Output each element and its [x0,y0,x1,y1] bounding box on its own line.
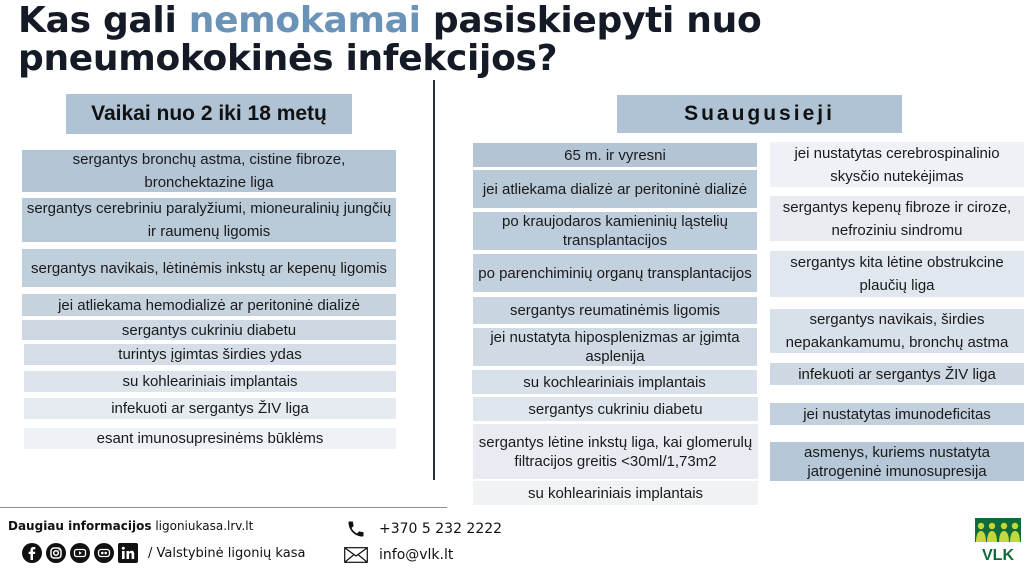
title-part2: pasiskiepyti nuo pneumokokinės infekcijos? [18,0,762,79]
adults-left-item: jei nustatyta hiposplenizmas ar įgimta asplenija [473,328,757,366]
footer-website-link[interactable]: ligoniukasa.lrv.lt [155,519,254,533]
children-item: sergantys cukriniu diabetu [22,320,396,340]
footer-info [8,519,253,533]
adults-right-item: infekuoti ar sergantys ŽIV liga [770,363,1024,385]
page-title [18,2,1018,78]
adults-left-item: su kohleariniais implantais [473,481,758,505]
phone-icon [343,519,369,539]
adults-left-item: po parenchiminių organų transplantacijos [473,254,757,292]
children-item: turintys įgimtas širdies ydas [24,344,396,365]
adults-left-item: po kraujodaros kamieninių ląstelių transplantacijos [473,212,757,250]
children-item: sergantys navikais, lėtinėmis inkstų ar kepenų ligomis [22,249,396,287]
adults-right-item: sergantys kita lėtine obstrukcine plaučių liga [770,251,1024,297]
vlk-logo [975,518,1021,562]
adults-section-header: Suaugusieji [617,95,902,133]
adults-left-item: sergantys reumatinėmis ligomis [473,297,757,324]
social-label: / Valstybinė ligonių kasa [148,545,306,561]
adults-right-item: sergantys kepenų fibroze ir ciroze, nefroziniu sindromu [770,196,1024,241]
footer-divider [0,507,447,508]
adults-right-item: jei nustatytas imunodeficitas [770,403,1024,425]
instagram-icon[interactable] [46,543,66,563]
contact-phone [343,519,502,539]
children-section-header: Vaikai nuo 2 iki 18 metų [66,94,352,134]
children-item: infekuoti ar sergantys ŽIV liga [24,398,396,419]
children-item: esant imunosupresinėms būklėms [24,428,396,449]
social-links [22,543,305,563]
adults-right-item: sergantys navikais, širdies nepakankamumu, bronchų astma [770,309,1024,353]
title-part1: Kas gali [18,0,189,41]
flickr-icon[interactable] [94,543,114,563]
footer-info-label: Daugiau informacijos [8,519,152,533]
vertical-divider [433,80,435,480]
phone-number[interactable]: +370 5 232 2222 [379,521,503,537]
svg-text:VLK: VLK [982,547,1014,562]
children-item: sergantys bronchų astma, cistine fibroze, bronchektazine liga [22,150,396,192]
adults-left-item: sergantys cukriniu diabetu [473,397,758,421]
adults-left-item: su kochleariniais implantais [472,370,757,394]
children-item: su kohleariniais implantais [24,371,396,392]
adults-right-item: asmenys, kuriems nustatyta jatrogeninė imunosupresija [770,442,1024,481]
adults-left-item: 65 m. ir vyresni [473,143,757,167]
contact-email [343,547,453,563]
email-address[interactable]: info@vlk.lt [379,547,454,563]
adults-left-item: jei atliekama dializė ar peritoninė dializė [473,170,757,208]
facebook-icon[interactable] [22,543,42,563]
children-item: jei atliekama hemodializė ar peritoninė dializė [22,294,396,316]
adults-right-item: jei nustatytas cerebrospinalinio skysčio nutekėjimas [770,142,1024,187]
linkedin-icon[interactable] [118,543,138,563]
adults-left-item: sergantys lėtine inkstų liga, kai glomerulų filtracijos greitis <30ml/1,73m2 [473,424,758,479]
youtube-icon[interactable] [70,543,90,563]
title-accent: nemokamai [188,0,421,41]
children-item: sergantys cerebriniu paralyžiumi, mioneuralinių jungčių ir raumenų ligomis [22,198,396,242]
envelope-icon [343,547,369,563]
